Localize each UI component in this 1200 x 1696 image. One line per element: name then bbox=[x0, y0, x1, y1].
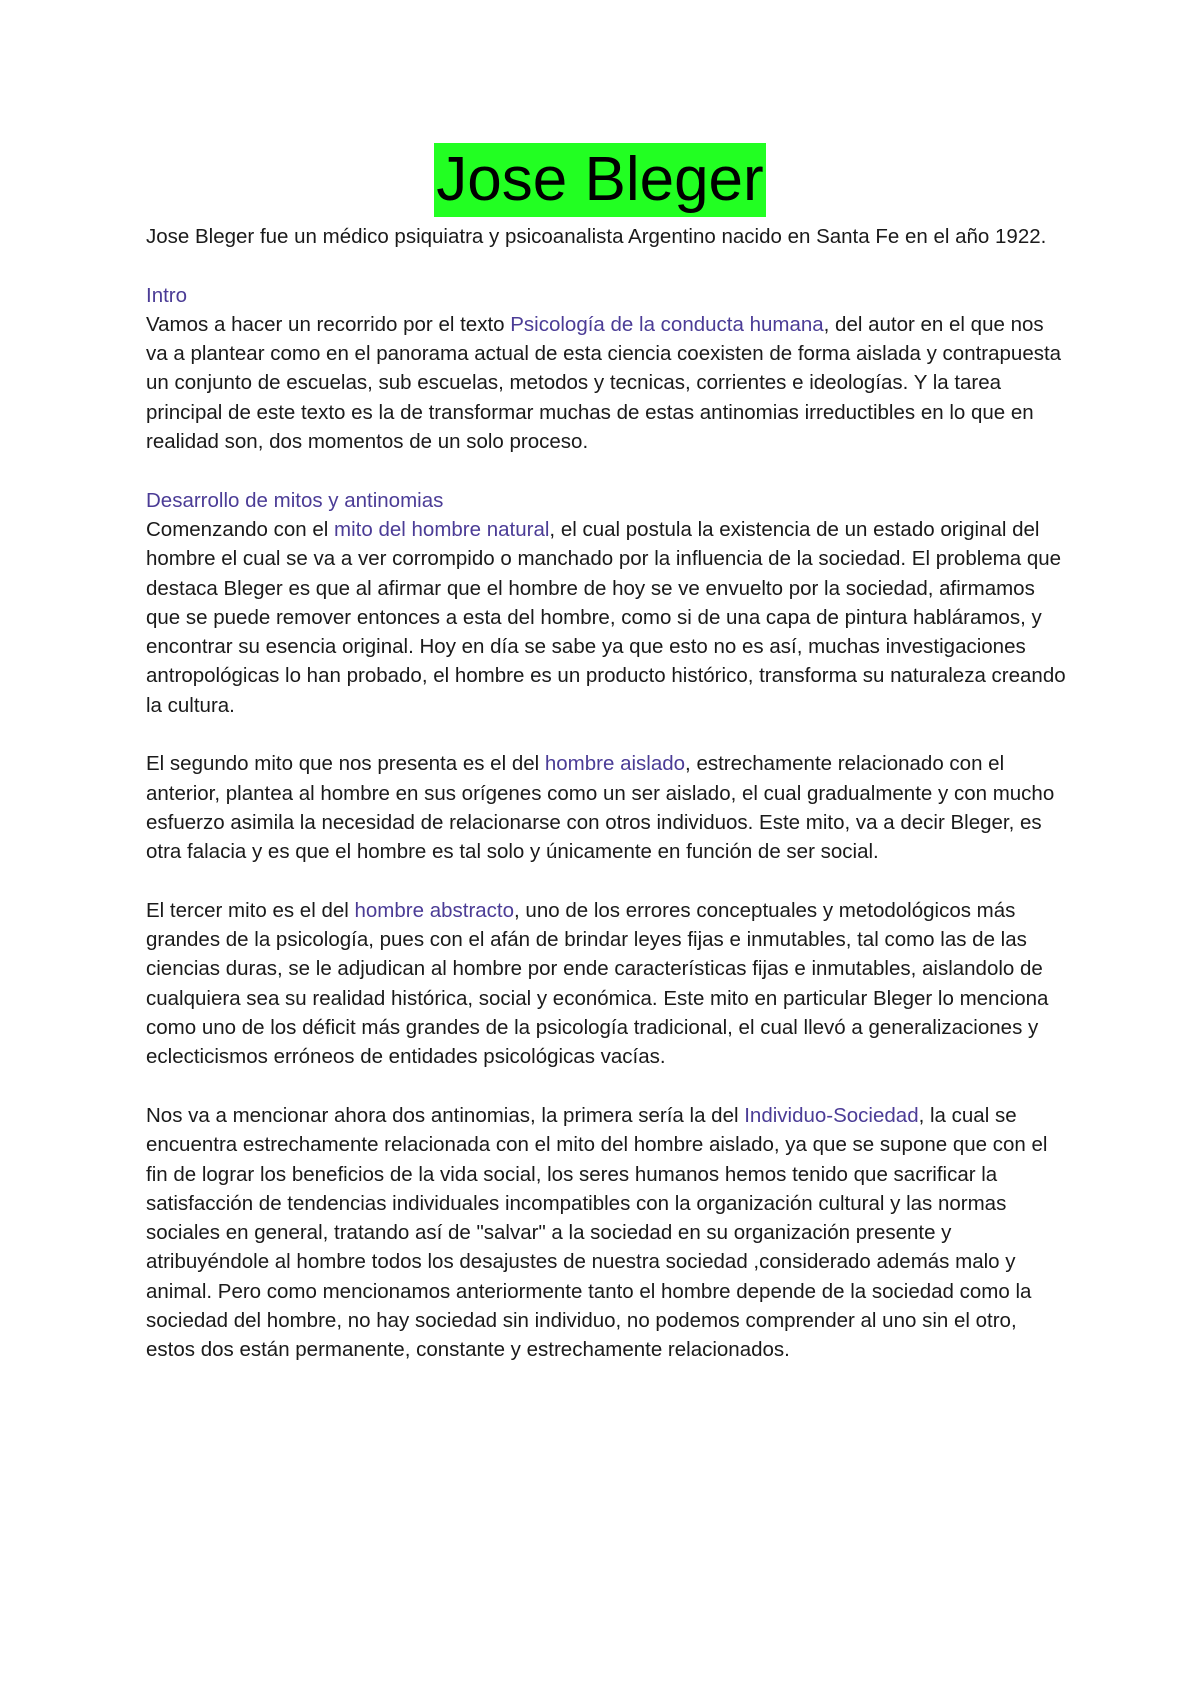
linked-term[interactable]: hombre abstracto bbox=[354, 898, 515, 922]
text-run: , estrechamente relacionado con el anterior, plantea al hombre en sus orígenes como un ser aislado, el cual gradualmente y con mucho esfuerzo asimila la necesidad de relacionarse con otros individuos. Este mito, va a decir Bleger, es otra falacia y es que el hombre es tal solo y únicamente en función de ser social. bbox=[146, 752, 1055, 864]
text-run: Vamos a hacer un recorrido por el texto bbox=[146, 312, 511, 336]
text-run: , la cual se encuentra estrechamente relacionada con el mito del hombre aislado, ya que se supone que con el fin de lograr los beneficios de la vida social, los seres humanos hemos tenido que sacrificar la satisfacción de tendencias individuales incompatibles con la organización cultural y las normas sociales en general, tratando así de "salvar" a la sociedad en su organización presente y atribuyéndole al hombre todos los desajustes de nuestra sociedad ,considerado además malo y animal. Pero como mencionamos anteriormente tanto el hombre depende de la sociedad como la sociedad del hombre, no hay sociedad sin individuo, no podemos comprender al uno sin el otro, estos dos están permanente, constante y estrechamente relacionados. bbox=[146, 1103, 1048, 1362]
heading-intro: Intro bbox=[146, 283, 188, 307]
title-wrap bbox=[0, 143, 1200, 217]
text-run: El segundo mito que nos presenta es el del bbox=[146, 752, 545, 776]
text-run: , del autor en el que nos va a plantear como en el panorama actual de esta ciencia coexisten de forma aislada y contrapuesta un conjunto de escuelas, sub escuelas, metodos y tecnicas, corrientes e ideologías. Y la tarea principal de este texto es la de transformar muchas de estas antinomias irreductibles en lo que en realidad son, dos momentos de un solo proceso. bbox=[146, 312, 1062, 454]
linked-term[interactable]: hombre aislado bbox=[544, 752, 686, 776]
intro-paragraph bbox=[146, 222, 1066, 251]
linked-term[interactable]: Individuo-Sociedad bbox=[744, 1103, 919, 1127]
text-run: Comenzando con el bbox=[146, 517, 335, 541]
linked-term[interactable]: mito del hombre natural bbox=[334, 517, 550, 541]
text-run: El tercer mito es el del bbox=[146, 898, 355, 922]
heading-desarrollo: Desarrollo de mitos y antinomias bbox=[146, 488, 444, 512]
document-body bbox=[146, 222, 1066, 1365]
paragraph-mito-abstracto bbox=[146, 896, 1066, 1072]
linked-term[interactable]: Psicología de la conducta humana bbox=[510, 312, 824, 336]
paragraph-mito-aislado bbox=[146, 749, 1066, 866]
paragraph-intro bbox=[146, 310, 1066, 456]
text-run: Nos va a mencionar ahora dos antinomias, la primera sería la del bbox=[146, 1103, 745, 1127]
document-title: Jose Bleger bbox=[434, 143, 765, 217]
text-run: , uno de los errores conceptuales y metodológicos más grandes de la psicología, pues con el afán de brindar leyes fijas e inmutables, tal como las de las ciencias duras, se le adjudican al hombre por ende características fijas e inmutables, aislandolo de cualquiera sea su realidad histórica, social y económica. Este mito en particular Bleger lo menciona como uno de los déficit más grandes de la psicología tradicional, el cual llevó a generalizaciones y eclecticismos erróneos de entidades psicológicas vacías. bbox=[146, 898, 1049, 1069]
text-run: Jose Bleger fue un médico psiquiatra y psicoanalista Argentino nacido en Santa Fe en el año 1922. bbox=[146, 225, 1047, 248]
text-run: , el cual postula la existencia de un estado original del hombre el cual se va a ver corrompido o manchado por la influencia de la sociedad. El problema que destaca Bleger es que al afirmar que el hombre de hoy se ve envuelto por la sociedad, afirmamos que se puede remover entonces a esta del hombre, como si de una capa de pintura habláramos, y encontrar su esencia original. Hoy en día se sabe ya que esto no es así, muchas investigaciones antropológicas lo han probado, el hombre es un producto histórico, transforma su naturaleza creando la cultura. bbox=[146, 517, 1066, 717]
paragraph-antinomia bbox=[146, 1101, 1066, 1365]
paragraph-mito-natural bbox=[146, 515, 1066, 720]
